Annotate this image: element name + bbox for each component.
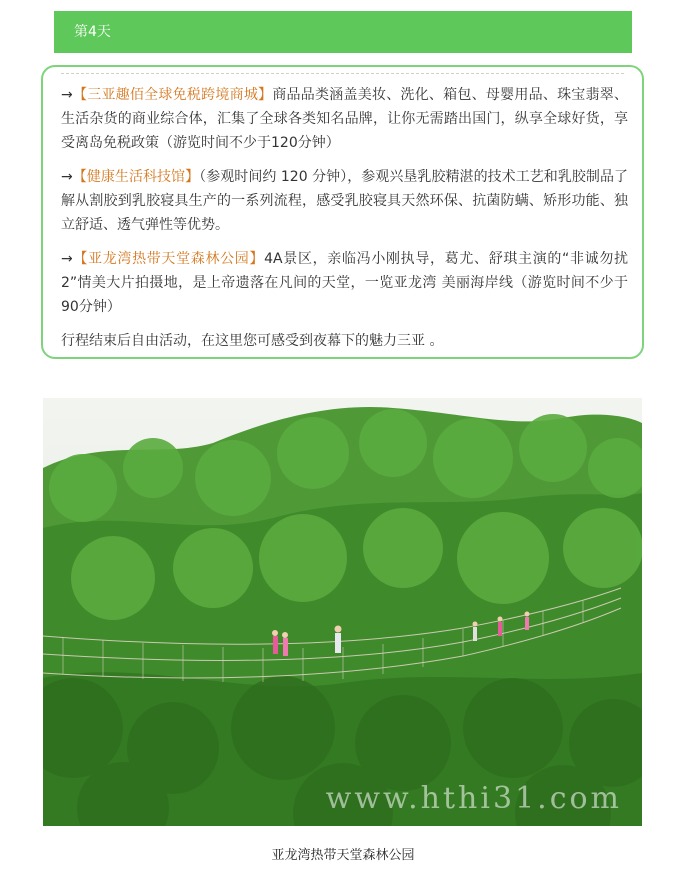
place-name: 【三亚趣佰全球免税跨境商城】: [72, 87, 273, 103]
itinerary-item-forest-park: [61, 247, 628, 319]
forest-park-photo: [43, 398, 642, 826]
forest-bridge-illustration: [43, 398, 642, 826]
photo-caption: 亚龙湾热带天堂森林公园: [271, 848, 415, 863]
day-title-banner: [54, 11, 632, 53]
itinerary-item-latex-museum: [61, 165, 628, 237]
divider: [61, 73, 624, 74]
place-description: （参观时间约 120 分钟），参观兴垦乳胶精湛的技术工艺和乳胶制品了解从割胶到乳胶寝具生产的一系列流程，感受乳胶寝具天然环保、抗菌防螨、矫形功能、独立舒适、透气弹性等优势。: [61, 169, 629, 233]
place-description: 商品品类涵盖美妆、洗化、箱包、母婴用品、珠宝翡翠、生活杂货的商业综合体，汇集了全球各类知名品牌，让你无需踏出国门，纵享全球好货，享受离岛免税政策（游览时间不少于120分钟）: [61, 87, 629, 151]
arrow-icon: →: [61, 87, 73, 103]
place-description: 4A景区，亲临冯小刚执导，葛尤、舒琪主演的“非诚勿扰 2”情美大片拍摄地，是上帝遗落在凡间的天堂，一览亚龙湾 美丽海岸线（游览时间不少于90分钟）: [61, 251, 628, 315]
itinerary-text: [61, 83, 628, 363]
place-name: 【亚龙湾热带天堂森林公园】: [72, 251, 265, 267]
closing-note: 行程结束后自由活动，在这里您可感受到夜幕下的魅力三亚 。: [61, 333, 444, 349]
day-title: 第4天: [74, 24, 111, 40]
arrow-icon: →: [61, 251, 73, 267]
itinerary-item-shopping-mall: [61, 83, 628, 155]
watermark: www.hthi31.com: [325, 781, 622, 816]
place-name: 【健康生活科技馆】: [72, 169, 200, 185]
arrow-icon: →: [61, 169, 73, 185]
itinerary-box: [41, 65, 644, 359]
